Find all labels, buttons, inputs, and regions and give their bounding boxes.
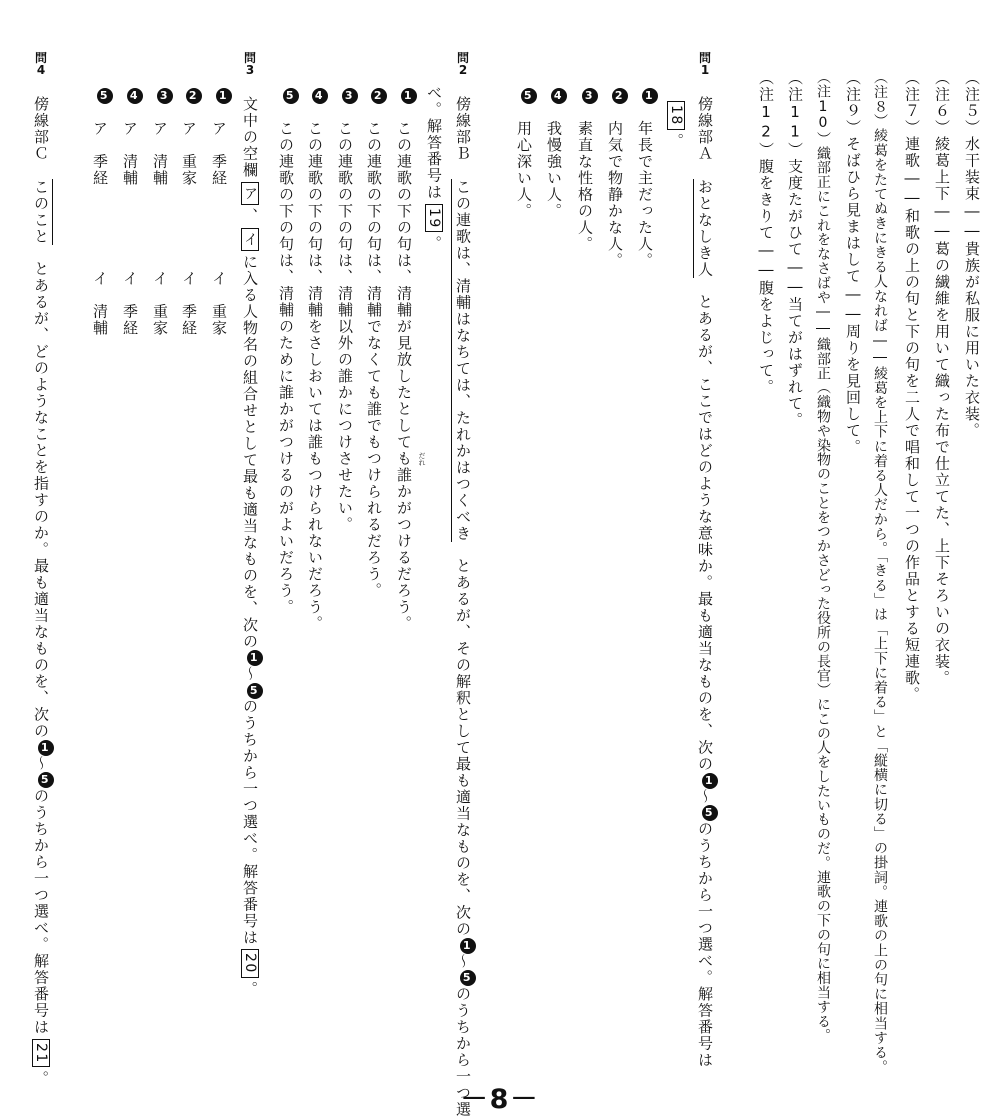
- note-text: 腹をよじって。: [757, 280, 775, 396]
- note-7: （注７）連歌――和歌の上の句と下の句を二人で唱和して一つの作品とする短連歌。: [903, 70, 921, 703]
- circle-number: 5: [521, 88, 537, 104]
- circle-number: 5: [702, 805, 718, 821]
- note-10: （注10）織部正にこれをなさばや――織部正（織物や染物のことをつかさどった役所の長官）にこの人をしたいものだ。連歌の下の句に相当する。: [815, 70, 831, 1043]
- q1-option-2[interactable]: 2 内気で物静かな人。: [607, 88, 628, 269]
- q4-underlined: このこと: [32, 179, 53, 245]
- note-text: 貴族が私服に用いた衣装。: [963, 241, 981, 439]
- circle-number: 3: [157, 88, 173, 104]
- q2-stem: 傍線部Ｂ この連歌は、清輔はなちては、たれかはつくべき とあるが、その解釈として最も適当なものを、次の1～5のうちから一つ選: [455, 96, 476, 1118]
- circle-number: 5: [38, 772, 54, 788]
- note-term: 綾葛をたてぬきにきる人なれば: [872, 128, 888, 333]
- ruby-dare: だれ: [418, 452, 426, 466]
- note-label: （注５）: [963, 70, 981, 136]
- note-term: 綾葛上下: [933, 136, 951, 202]
- q2-option-1[interactable]: 1 この連歌の下の句は、清輔が見放したとしても誰かがつけるだろう。: [396, 88, 417, 632]
- circle-number: 1: [401, 88, 417, 104]
- blank-i: イ: [241, 228, 259, 252]
- circle-number: 2: [371, 88, 387, 104]
- q2-option-5[interactable]: 5 この連歌の下の句は、清輔のために誰かがつけるのがよいだろう。: [278, 88, 299, 616]
- q3-option-3[interactable]: 3 ア 清輔イ 重家: [152, 88, 173, 337]
- circle-number: 5: [460, 970, 476, 986]
- circle-number: 1: [702, 773, 718, 789]
- note-text: 当てがはずれて。: [786, 296, 804, 429]
- note-term: 水干装束: [963, 136, 981, 202]
- q1-answer-line: 18。: [667, 98, 685, 149]
- q1-label: 問1: [698, 51, 711, 77]
- note-text: 和歌の上の句と下の句を二人で唱和して一つの作品とする短連歌。: [903, 208, 921, 703]
- q3-option-2[interactable]: 2 ア 重家イ 季経: [181, 88, 202, 337]
- q2-option-2[interactable]: 2 この連歌の下の句は、清輔でなくても誰でもつけられるだろう。: [366, 88, 387, 599]
- q1-option-1[interactable]: 1 年長で主だった人。: [637, 88, 658, 269]
- note-term: 腹をきりて: [757, 158, 775, 241]
- note-term: そばひら見まはして: [844, 136, 862, 285]
- q2-underlined: この連歌は、清輔はなちては、たれかはつくべき: [451, 179, 472, 542]
- circle-number: 5: [283, 88, 299, 104]
- answer-box-20[interactable]: 20: [241, 949, 259, 978]
- note-5: （注５）水干装束――貴族が私服に用いた衣装。: [963, 70, 981, 439]
- page-number: －8－: [460, 1084, 540, 1115]
- answer-box-18[interactable]: 18: [667, 101, 685, 130]
- circle-number: 1: [38, 740, 54, 756]
- note-label: （注６）: [933, 70, 951, 136]
- circle-number: 1: [247, 650, 263, 666]
- q1-option-4[interactable]: 4 我慢強い人。: [546, 88, 567, 220]
- circle-number: 5: [247, 683, 263, 699]
- q3-option-1[interactable]: 1 ア 季経イ 重家: [211, 88, 232, 337]
- note-term: 織部正にこれをなさばや: [815, 146, 831, 305]
- note-label: （注７）: [903, 70, 921, 136]
- q2-option-3[interactable]: 3 この連歌の下の句は、清輔以外の誰かにつけさせたい。: [337, 88, 358, 533]
- q1-option-3[interactable]: 3 素直な性格の人。: [577, 88, 598, 253]
- note-label: （注９）: [844, 70, 862, 136]
- circle-number: 3: [342, 88, 358, 104]
- circle-number: 2: [612, 88, 628, 104]
- note-8: （注８）綾葛をたてぬきにきる人なれば――綾葛を上下に着る人だから。「きる」は「上下に着る」と「縦横に切る」の掛詞。連歌の上の句に相当する。: [872, 70, 888, 1075]
- note-text: 周りを見回して。: [844, 323, 862, 456]
- note-text: 葛の繊維を用いて織った布で仕立てた、上下そろいの衣装。: [933, 241, 951, 687]
- note-9: （注９）そばひら見まはして――周りを見回して。: [844, 70, 862, 456]
- q3-option-5[interactable]: 5 ア 季経イ 清輔: [92, 88, 113, 337]
- q3-label: 問3: [243, 51, 256, 77]
- circle-number: 1: [216, 88, 232, 104]
- q3-stem: 文中の空欄ア、イに入る人物名の組合せとして最も適当なものを、次の1～5のうちから一つ選べ。解答番号は20。: [241, 96, 263, 997]
- note-text: 綾葛を上下に着る人だから。「きる」は「上下に着る」と「縦横に切る」の掛詞。連歌の上の句に相当する。: [872, 366, 888, 1075]
- note-11: （注11）支度たがひて――当てがはずれて。: [786, 70, 804, 429]
- q3-option-4[interactable]: 4 ア 清輔イ 季経: [122, 88, 143, 337]
- note-label: （注11）: [786, 70, 804, 159]
- note-term: 連歌: [903, 136, 921, 169]
- note-label: （注８）: [872, 70, 888, 129]
- q1-underlined: おとなしき人: [693, 179, 714, 278]
- blank-a: ア: [241, 182, 259, 206]
- q2-label: 問2: [456, 51, 469, 77]
- q1-stem: 傍線部Ａ おとなしき人 とあるが、ここではどのような意味か。最も適当なものを、次の1～5のうちから一つ選べ。解答番号は: [697, 96, 718, 1069]
- circle-number: 4: [127, 88, 143, 104]
- q2-answer-line: べ。解答番号は19。: [425, 85, 443, 252]
- q4-label: 問4: [34, 51, 47, 77]
- circle-number: 4: [312, 88, 328, 104]
- circle-number: 2: [186, 88, 202, 104]
- note-6: （注６）綾葛上下――葛の繊維を用いて織った布で仕立てた、上下そろいの衣装。: [933, 70, 951, 687]
- note-12: （注12）腹をきりて――腹をよじって。: [757, 70, 775, 396]
- circle-number: 1: [642, 88, 658, 104]
- circle-number: 1: [460, 938, 476, 954]
- circle-number: 3: [582, 88, 598, 104]
- note-label: （注12）: [757, 70, 775, 159]
- q1-option-5[interactable]: 5 用心深い人。: [516, 88, 537, 220]
- q2-option-4[interactable]: 4 この連歌の下の句は、清輔をさしおいては誰もつけられないだろう。: [307, 88, 328, 632]
- answer-box-19[interactable]: 19: [425, 204, 443, 233]
- answer-box-21[interactable]: 21: [32, 1039, 50, 1068]
- circle-number: 5: [97, 88, 113, 104]
- circle-number: 4: [551, 88, 567, 104]
- note-term: 支度たがひて: [786, 158, 804, 258]
- q4-stem: 傍線部Ｃ このこと とあるが、どのようなことを指すのか。最も適当なものを、次の1～5のうちから一つ選べ。解答番号は21。: [32, 96, 54, 1087]
- note-text: 織部正（織物や染物のことをつかさどった役所の長官）にこの人をしたいものだ。連歌の下の句に相当する。: [815, 337, 831, 1043]
- note-label: （注10）: [815, 70, 831, 146]
